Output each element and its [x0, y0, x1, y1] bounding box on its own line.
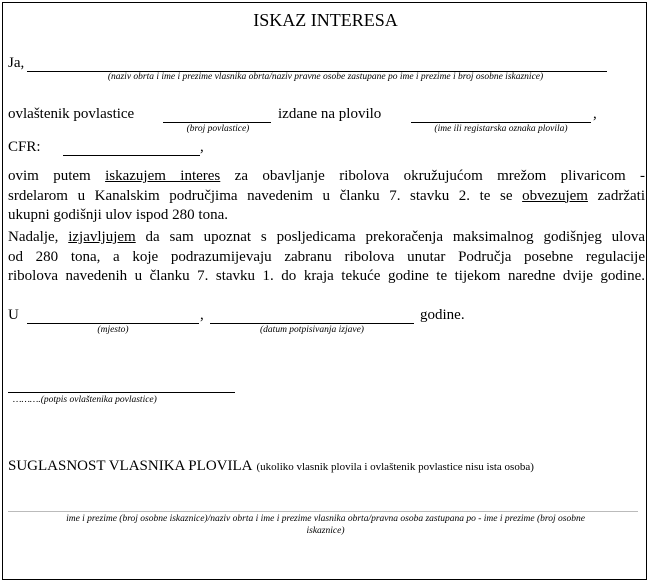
consent-note: (ukoliko vlasnik plovila i ovlaštenik povlastice nisu ista osoba) [256, 461, 534, 473]
declaration-paragraph: Nadalje, izjavljujem da sam upoznat s posljedicama prekoračenja maksimalnog godišnjeg ulova od 280 tona, a koje podrazumijevaju zabranu ribolova unutar Područja posebne regulacije ribolova navedenih u članku 7. stavku 1. do kraja tekuće godine te tijekom naredne dvije godine. [8, 229, 646, 284]
date-caption: (datum potpisivanja izjave) [260, 325, 364, 335]
declaration-underlined: izjavljujem [68, 229, 136, 245]
form-frame [2, 2, 647, 580]
cfr-label: CFR: [8, 139, 41, 155]
interest-paragraph: ovim putem iskazujem interes za obavljanje ribolova okružujućom mrežom plivaricom - srdelarom u Kanalskim područjima navedenim u članku 7. stavku 2. te se obvezujem zadržati ukupni godišnji ulov ispod 280 tona. [8, 168, 646, 223]
license-number-line[interactable] [163, 122, 271, 123]
ja-label: Ja, [8, 55, 25, 71]
place-caption: (mjesto) [97, 325, 129, 335]
interest-underlined: iskazujem interes [105, 168, 221, 184]
consent-heading: SUGLASNOST VLASNIKA PLOVILA [8, 458, 253, 474]
signature-caption: ……….(potpis ovlaštenika povlastice) [13, 395, 157, 405]
license-number-caption: (broj povlastice) [186, 124, 250, 134]
form-title: ISKAZ INTERESA [253, 10, 398, 30]
vessel-label: izdane na plovilo [278, 106, 382, 122]
owner-name-caption: (naziv obrta i ime i prezime vlasnika obrta/naziv pravne osobe zastupane po ime i prezime i broj osobne iskaznice) [107, 72, 544, 82]
place-prefix: U [8, 307, 19, 323]
vessel-name-line[interactable] [411, 122, 591, 123]
place-comma: , [200, 307, 204, 323]
cfr-comma: , [200, 139, 204, 155]
obligation-underlined: obvezujem [522, 187, 588, 204]
date-line[interactable] [210, 323, 414, 324]
cfr-line[interactable] [63, 155, 200, 156]
vessel-name-caption: (ime ili registarska oznaka plovila) [434, 124, 568, 134]
row2-comma: , [593, 106, 597, 122]
consent-heading-row [8, 457, 534, 475]
year-suffix: godine. [420, 307, 465, 323]
owner-consent-line[interactable] [8, 511, 638, 512]
licensee-label: ovlaštenik povlastice [8, 106, 135, 122]
owner-consent-caption-1: ime i prezime (broj osobne iskaznice)/naziv obrta i ime i prezime vlasnika obrta/pravna osoba zastupana po - ime i prezime (broj osobne [66, 514, 585, 524]
signature-line[interactable] [8, 392, 235, 393]
owner-consent-caption-2: iskaznice) [306, 526, 345, 536]
place-line[interactable] [27, 323, 199, 324]
